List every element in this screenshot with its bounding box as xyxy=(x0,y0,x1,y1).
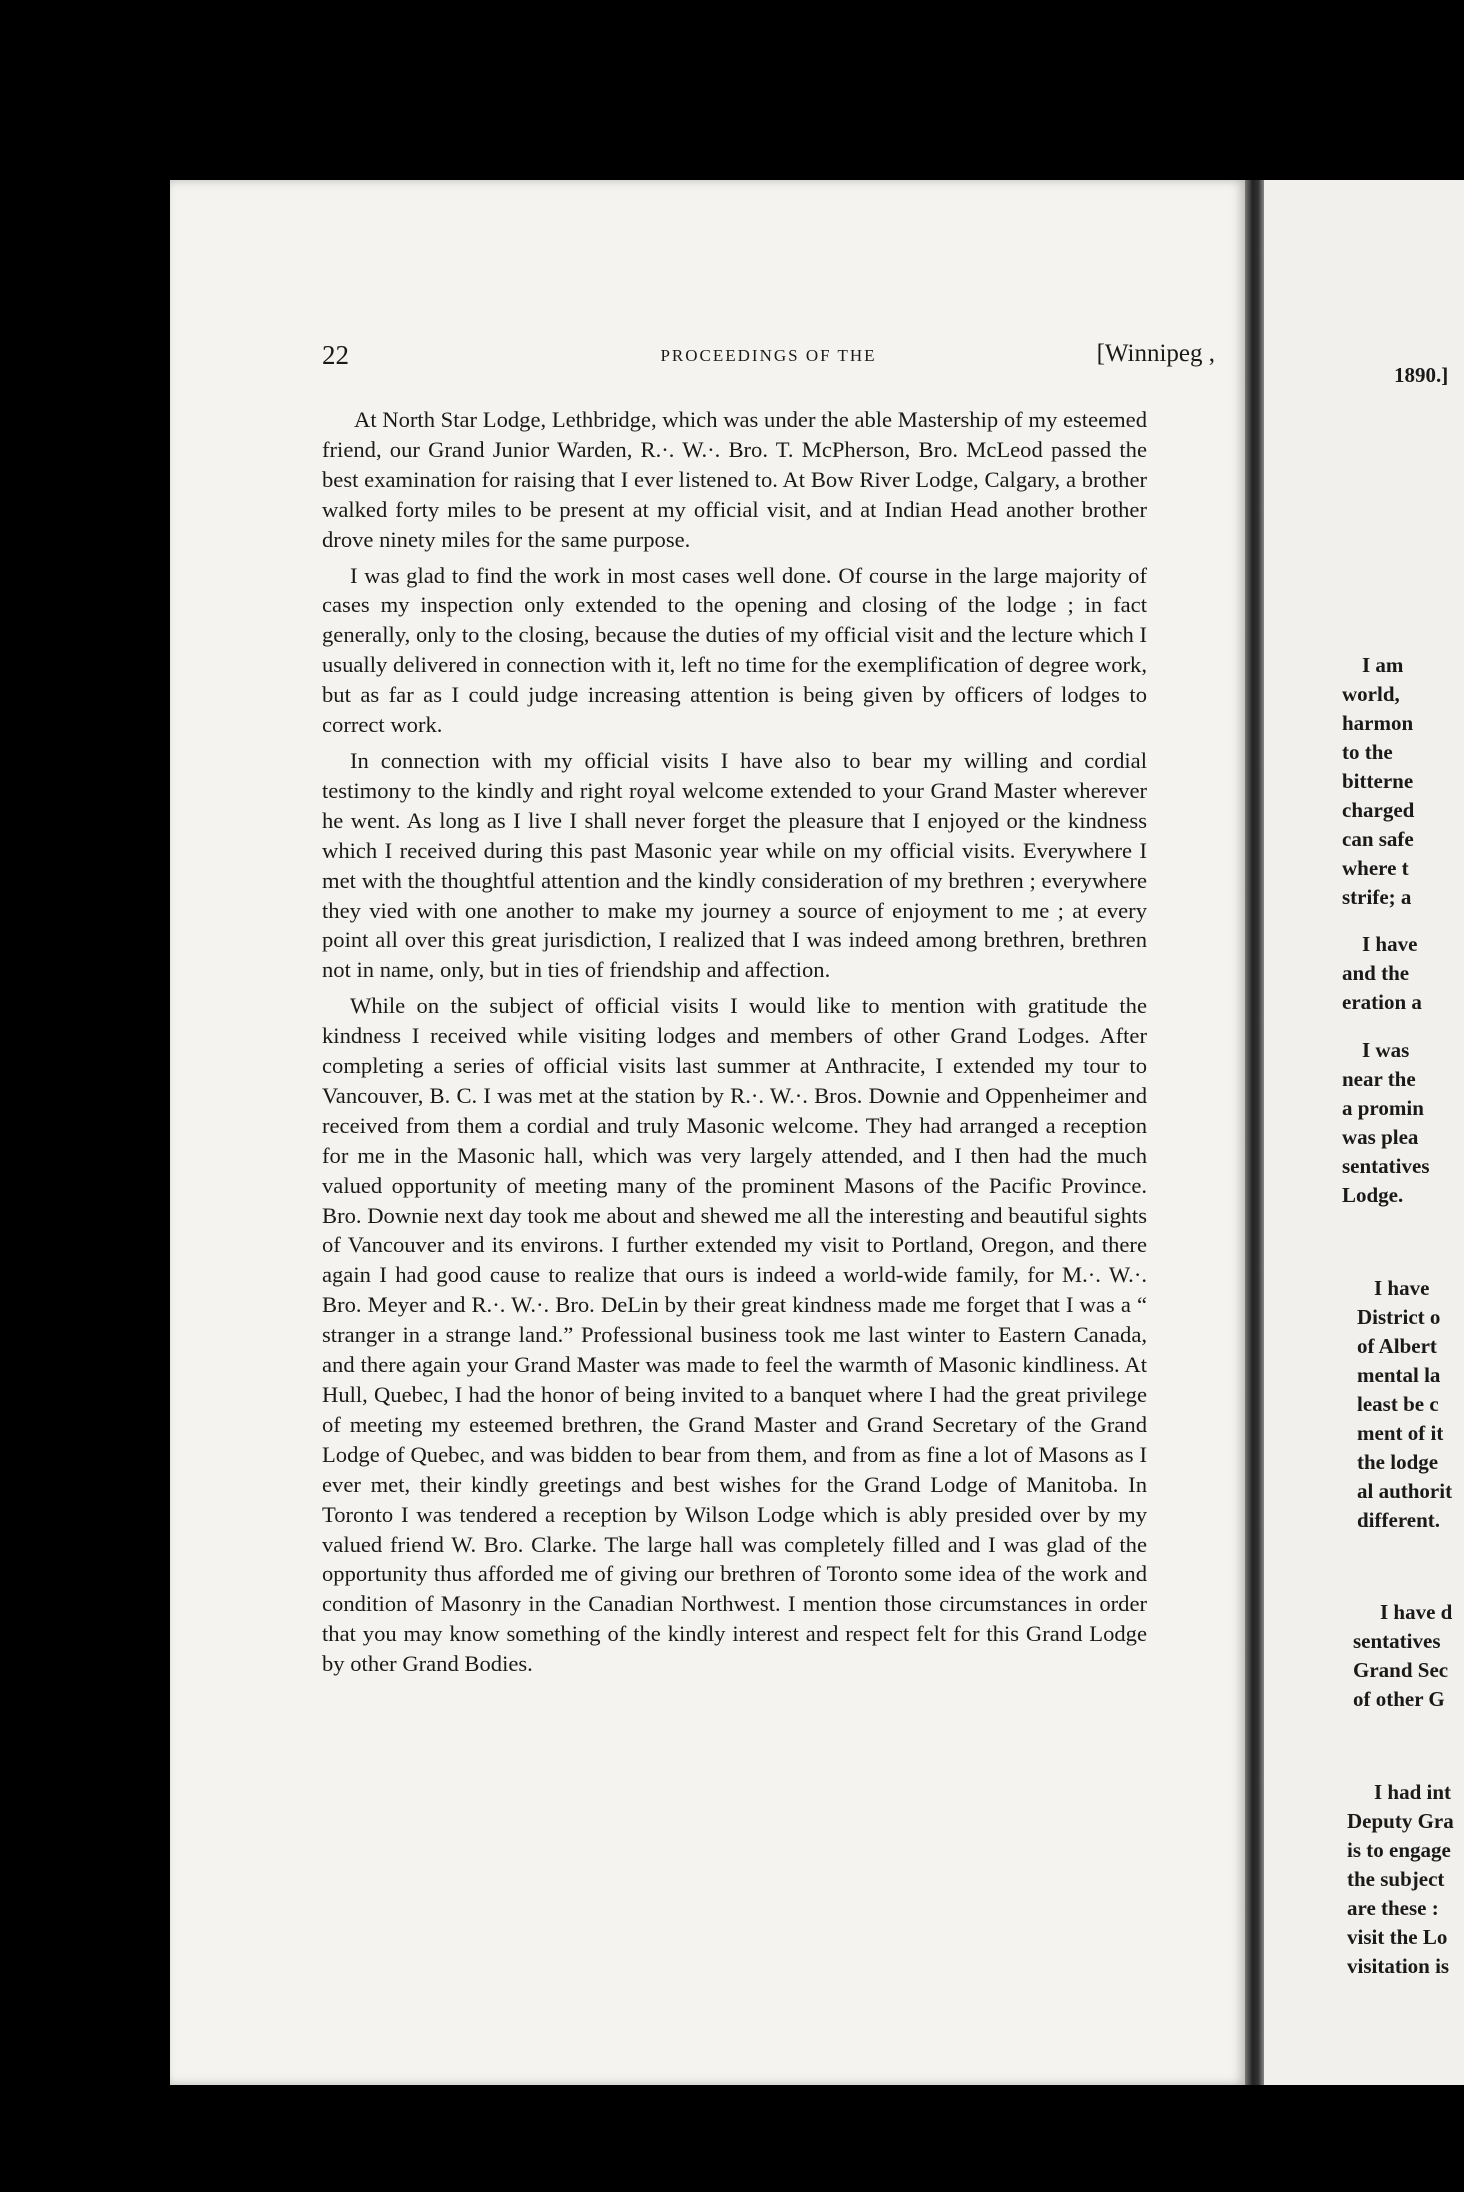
page-header xyxy=(322,340,1215,376)
right-fragment: and the xyxy=(1342,961,1410,985)
right-fragment: I had int xyxy=(1374,1780,1452,1804)
right-fragment: a promin xyxy=(1342,1096,1424,1120)
right-fragment: are these : xyxy=(1347,1896,1439,1920)
right-fragment: I have xyxy=(1374,1276,1430,1300)
right-fragment: least be c xyxy=(1357,1392,1439,1416)
right-page-year: 1890.] xyxy=(1394,363,1449,387)
body-text xyxy=(322,405,1147,1685)
right-fragment: I am xyxy=(1362,653,1404,677)
running-place: [Winnipeg , xyxy=(1096,340,1215,367)
right-fragment: Deputy Gra xyxy=(1347,1809,1454,1833)
right-fragment: the lodge xyxy=(1357,1450,1439,1474)
right-fragment: mental la xyxy=(1357,1363,1441,1387)
right-fragment: sentatives xyxy=(1342,1154,1430,1178)
paragraph: I was glad to find the work in most cases well done. Of course in the large majority of cases my inspection only extended to the opening and closing of the lodge ; in fact generally, only to the closing, because the duties of my official visit and the lecture which I usually delivered in connection with it, left no time for the exemplification of degree work, but as far as I could judge increasing attention is being given by officers of lodges to correct work. xyxy=(322,562,1147,738)
paragraph: In connection with my official visits I have also to bear my willing and cordial testimony to the kindly and right royal welcome extended to your Grand Master wherever he went. As long as I live I shall never forget the pleasure that I enjoyed or the kindness which I received during this past Masonic year while on my official visits. Everywhere I met with the thoughtful attention and the kindly consideration of my brethren ; everywhere they vied with one another to make my journey a source of enjoyment to me ; at every point all over this great jurisdiction, I realized that I was indeed among brethren, brethren not in name, only, but in ties of friendship and affection. xyxy=(322,747,1147,983)
right-fragment: charged xyxy=(1342,798,1415,822)
right-fragment: eration a xyxy=(1342,990,1422,1014)
right-fragment: can safe xyxy=(1342,827,1414,851)
right-fragment: where t xyxy=(1342,856,1409,880)
right-fragment: District o xyxy=(1357,1305,1441,1329)
right-fragment: of other G xyxy=(1353,1687,1445,1711)
book-gutter xyxy=(1245,180,1264,2085)
right-fragment: ment of it xyxy=(1357,1421,1444,1445)
right-page xyxy=(1264,180,1464,2085)
right-fragment: to the xyxy=(1342,740,1393,764)
right-fragment: visit the Lo xyxy=(1347,1925,1448,1949)
right-fragment: is to engage xyxy=(1347,1838,1451,1862)
page-number: 22 xyxy=(322,340,349,370)
running-head: PROCEEDINGS OF THE xyxy=(660,346,877,365)
right-fragment: world, xyxy=(1342,682,1400,706)
right-fragment: I have d xyxy=(1380,1600,1453,1624)
right-fragment: al authorit xyxy=(1357,1479,1453,1503)
paragraph: While on the subject of official visits I would like to mention with gratitude the kindness I received while visiting lodges and members of other Grand Lodges. After completing a series of official visits last summer at Anthracite, I extended my tour to Vancouver, B. C. I was met at the station by R.·. W.·. Bros. Downie and Oppenheimer and received from them a cordial and truly Masonic welcome. They had arranged a reception for me in the Masonic hall, which was very largely attended, and I then had the much valued opportunity of meeting many of the prominent Masons of the Pacific Province. Bro. Downie next day took me about and shewed me all the interesting and beautiful sights of Vancouver and its environs. I further extended my visit to Portland, Oregon, and there again I had good cause to realize that ours is indeed a world-wide family, for M.·. W.·. Bro. Meyer and R.·. W.·. Bro. DeLin by their great kindness made me forget that I was a “ stranger in a strange land.” Professional business took me last winter to Eastern Canada, and there again your Grand Master was made to feel the warmth of Masonic kindliness. At Hull, Quebec, I had the honor of being invited to a banquet where I had the great privilege of meeting my esteemed brethren, the Grand Master and Grand Secretary of the Grand Lodge of Quebec, and was bidden to bear from them, and from as fine a lot of Masons as I ever met, their kindly greetings and best wishes for the Grand Lodge of Manitoba. In Toronto I was tendered a reception by Wilson Lodge which is ably presided over by my valued friend W. Bro. Clarke. The large hall was completely filled and I was glad of the opportunity thus afforded me of giving our brethren of Toronto some idea of the work and condition of Masonry in the Canadian Northwest. I mention those circumstances in order that you may know something of the kindly interest and respect felt for this Grand Lodge by other Grand Bodies. xyxy=(322,993,1147,1677)
right-fragment: bitterne xyxy=(1342,769,1414,793)
right-fragment: was plea xyxy=(1342,1125,1419,1149)
right-fragment: visitation is xyxy=(1347,1954,1450,1978)
right-fragment: the subject xyxy=(1347,1867,1445,1891)
right-fragment: harmon xyxy=(1342,711,1414,735)
right-fragment: different. xyxy=(1357,1508,1441,1532)
right-fragment: I was xyxy=(1362,1038,1410,1062)
right-fragment: near the xyxy=(1342,1067,1416,1091)
paragraph: At North Star Lodge, Lethbridge, which was under the able Mastership of my esteemed friend, our Grand Junior Warden, R.·. W.·. Bro. T. McPherson, Bro. McLeod passed the best examination for raising that I ever listened to. At Bow River Lodge, Calgary, a brother walked forty miles to be present at my official visit, and at Indian Head another brother drove ninety miles for the same purpose. xyxy=(322,407,1147,552)
right-fragment: Grand Sec xyxy=(1353,1658,1449,1682)
left-page-content xyxy=(170,180,1245,2085)
right-fragment: I have xyxy=(1362,932,1418,956)
right-fragment: sentatives xyxy=(1353,1629,1441,1653)
right-fragment: strife; a xyxy=(1342,885,1412,909)
right-fragment: of Albert xyxy=(1357,1334,1437,1358)
right-fragment: Lodge. xyxy=(1342,1183,1404,1207)
